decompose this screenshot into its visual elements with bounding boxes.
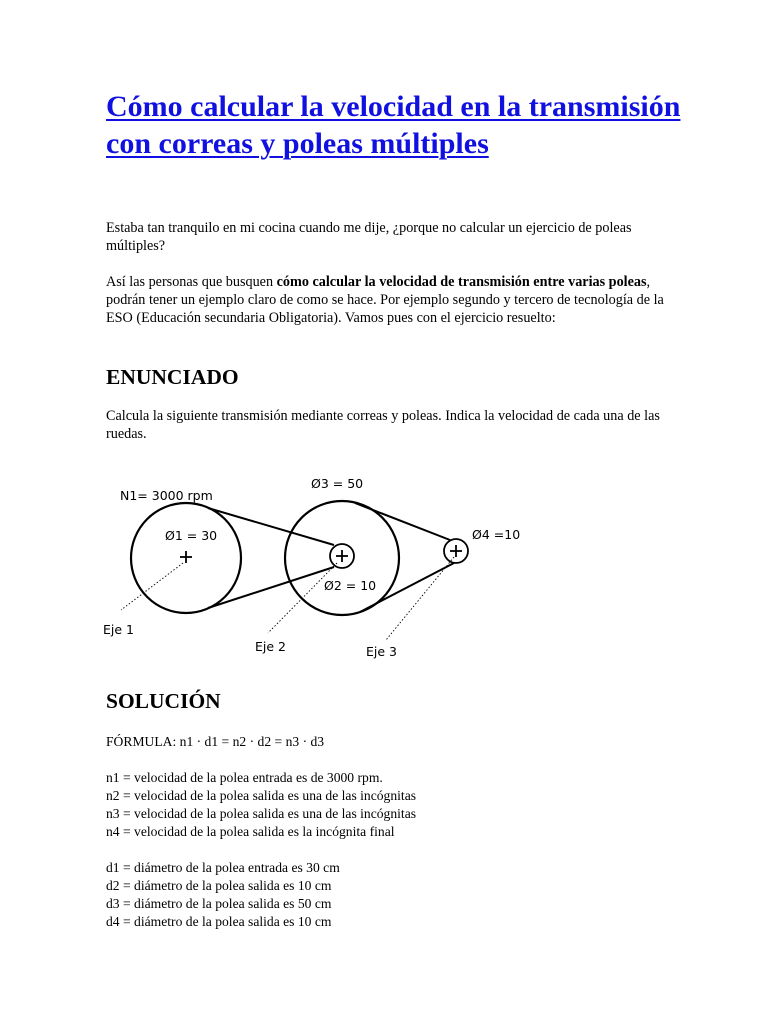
eje-1-label: Eje 1 (103, 622, 134, 637)
eje-2-pointer (268, 563, 337, 633)
d-definition-line: d4 = diámetro de la polea salida es 10 cm (106, 914, 332, 929)
d-definition-line: d1 = diámetro de la polea entrada es 30 cm (106, 860, 340, 875)
d2-label: Ø2 = 10 (324, 578, 377, 593)
d4-label: Ø4 =10 (472, 527, 521, 542)
d-definition-line: d2 = diámetro de la polea salida es 10 cm (106, 878, 332, 893)
n-definition-line: n2 = velocidad de la polea salida es una de las incógnitas (106, 788, 417, 803)
formula-line: FÓRMULA: n1 · d1 = n2 · d2 = n3 · d3 (106, 734, 325, 749)
paragraph-text-end: , podrán tener un ejemplo claro de como se hace. Por ejemplo segundo y tercero de tecnología de la ESO (Educación secundaria Obligatoria). Vamos pues con el ejercicio resuelto: (106, 274, 664, 326)
n-definition-line: n3 = velocidad de la polea salida es una de las incógnitas (106, 806, 417, 821)
paragraph-text-start: Así las personas que busquen (106, 274, 277, 290)
eje-3-pointer (386, 557, 454, 640)
belt-1-bottom (208, 567, 334, 608)
eje-1-pointer (121, 563, 183, 610)
eje-3-label: Eje 3 (366, 644, 397, 659)
page-title-link[interactable]: Cómo calcular la velocidad en la transmisión con correas y poleas múltiples (106, 90, 681, 160)
description-paragraph (106, 273, 666, 327)
intro-paragraph: Estaba tan tranquilo en mi cocina cuando me dije, ¿porque no calcular un ejercicio de poleas múltiples? (106, 220, 632, 254)
n-definition-line: n1 = velocidad de la polea entrada es de 3000 rpm. (106, 770, 383, 785)
d3-label: Ø3 = 50 (311, 476, 364, 491)
eje-2-label: Eje 2 (255, 639, 286, 654)
belt-1-top (208, 508, 334, 545)
d1-label: Ø1 = 30 (165, 528, 218, 543)
enunciado-heading: ENUNCIADO (106, 365, 239, 389)
belt-2-top (355, 503, 450, 540)
solucion-heading: SOLUCIÓN (106, 689, 221, 713)
enunciado-text: Calcula la siguiente transmisión mediante correas y poleas. Indica la velocidad de cada una de las ruedas. (106, 408, 660, 442)
paragraph-bold-text: cómo calcular la velocidad de transmisión entre varias poleas (276, 274, 647, 290)
pulley-diagram (0, 460, 768, 675)
d-definition-line: d3 = diámetro de la polea salida es 50 cm (106, 896, 332, 911)
n-definition-line: n4 = velocidad de la polea salida es la incógnita final (106, 824, 395, 839)
n1-label: N1= 3000 rpm (120, 488, 213, 503)
